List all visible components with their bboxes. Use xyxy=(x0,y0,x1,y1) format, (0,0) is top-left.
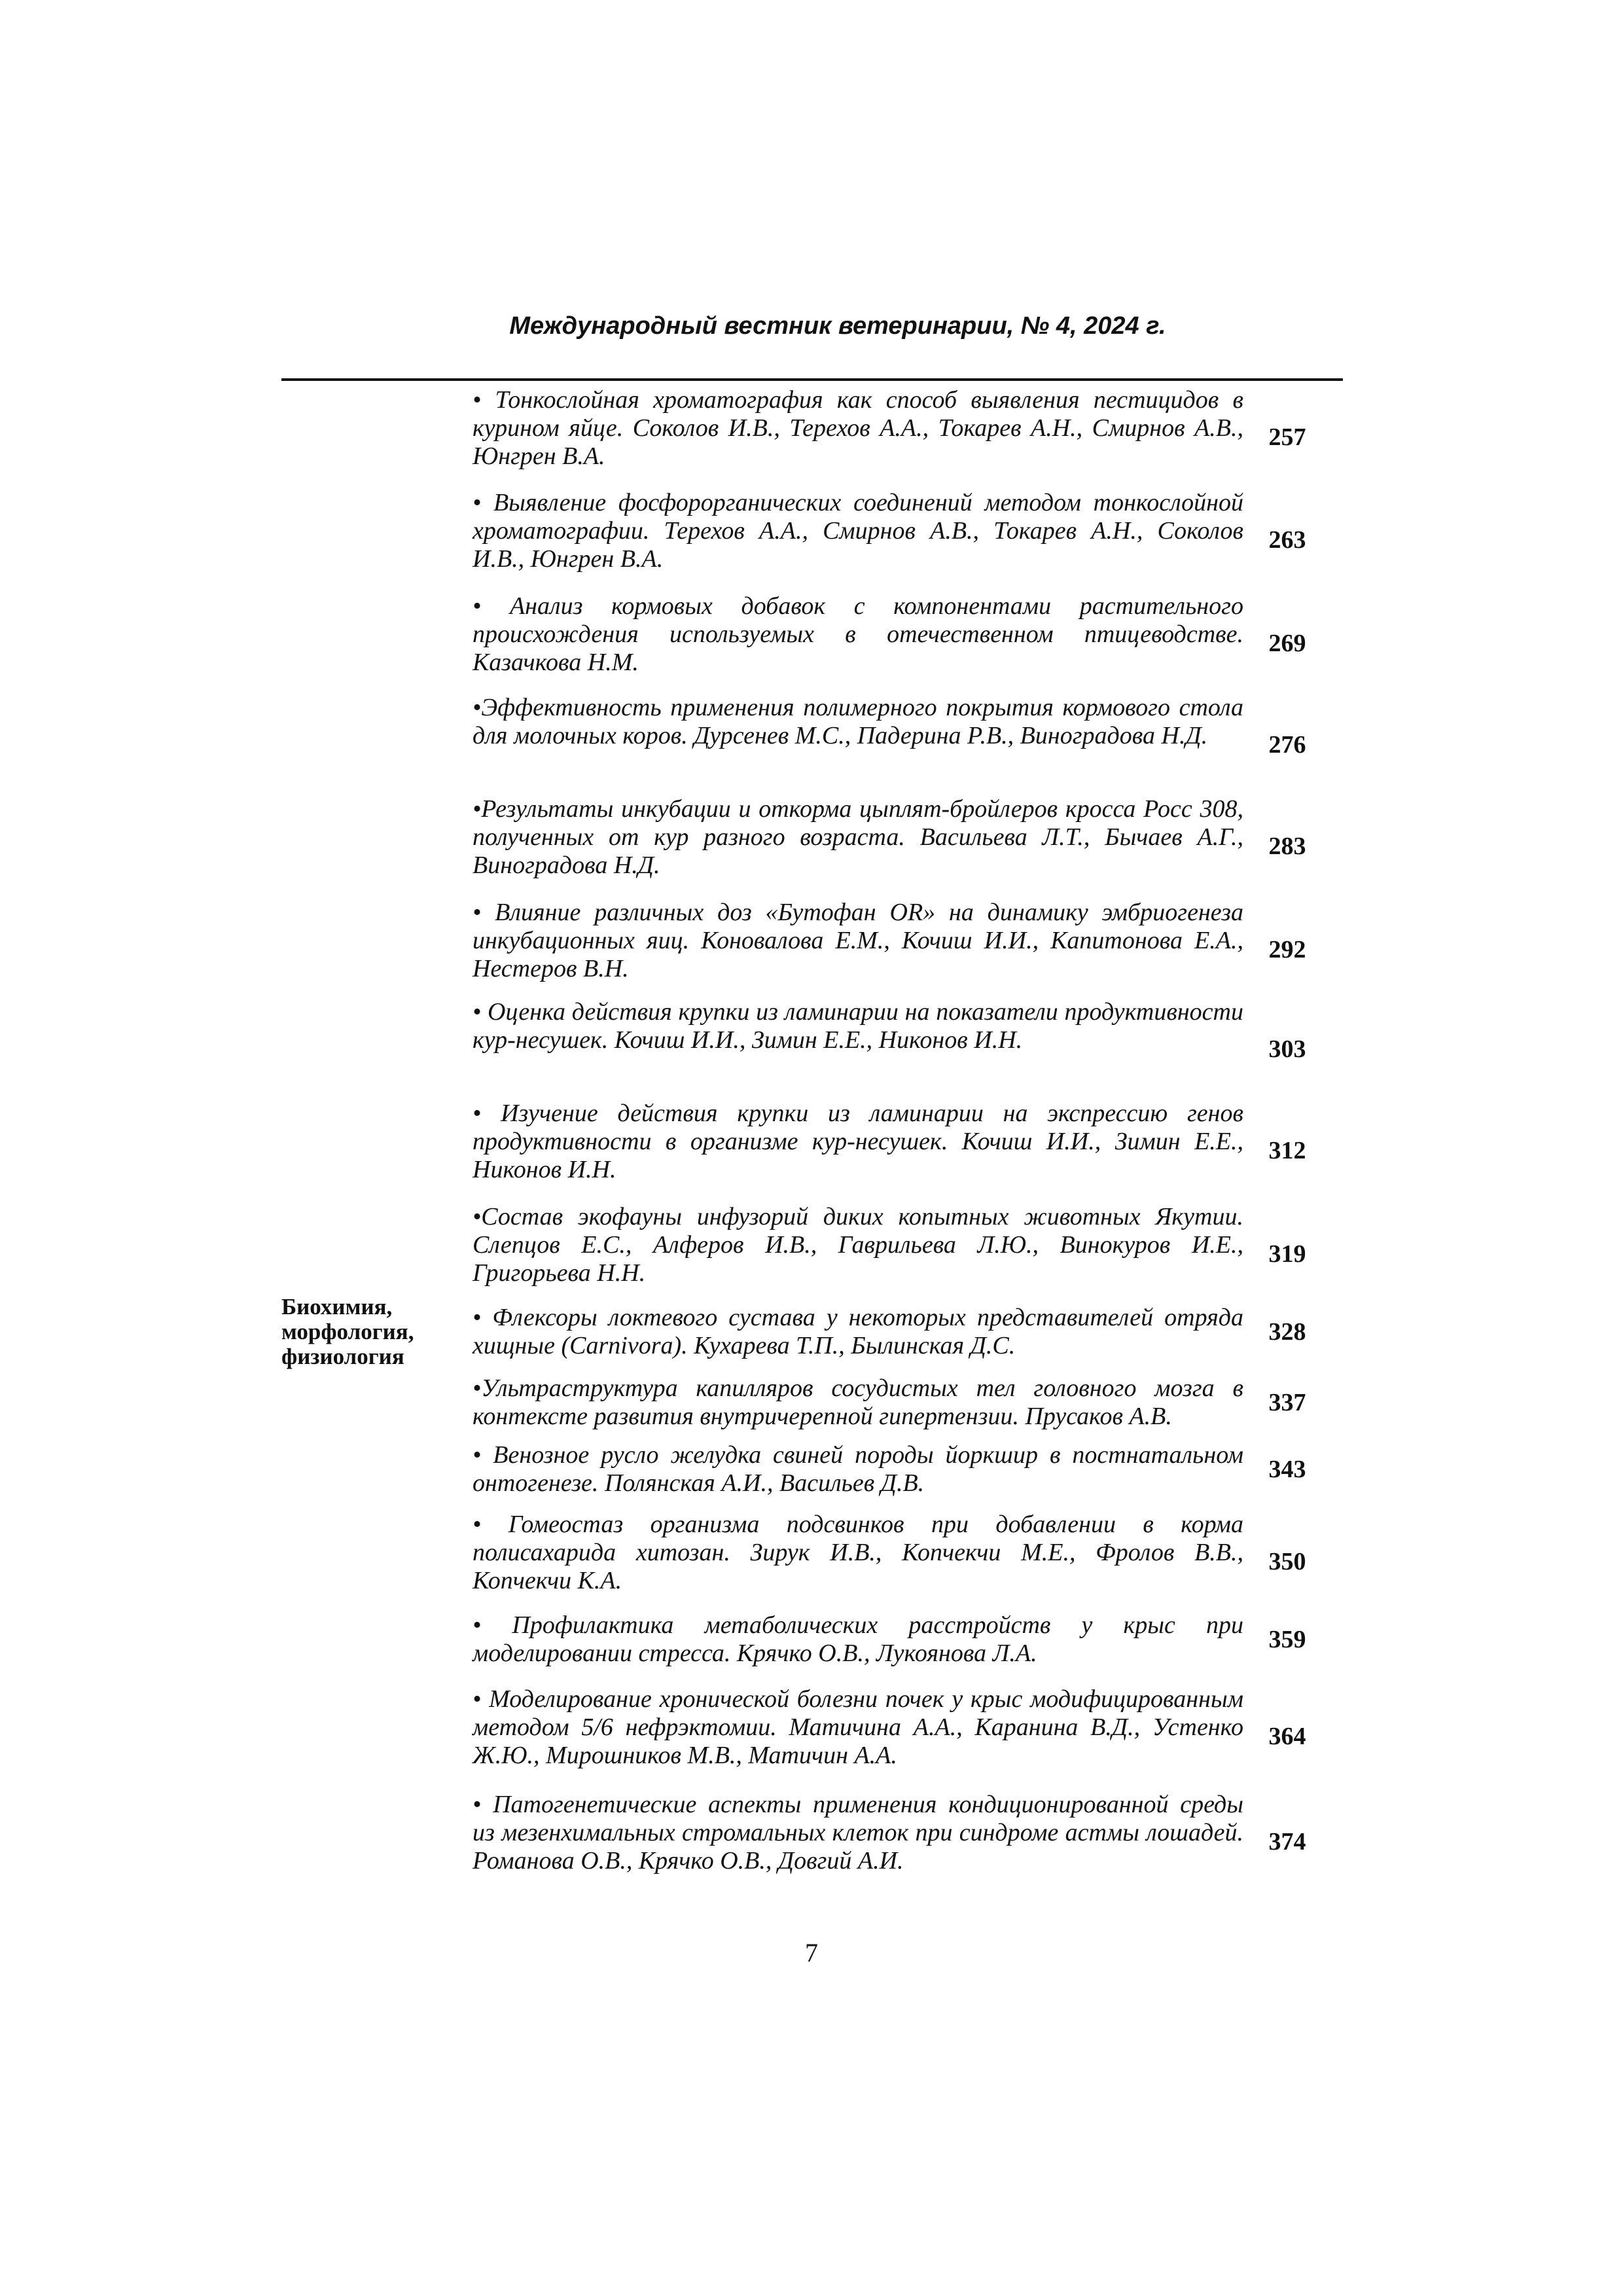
toc-entry-title: • Тонкослойная хроматография как способ выявления пестицидов в курином яйце. Соколов И.В., Терехов А.А., Токарев А.Н., Смирнов А.В., Юнгрен В.А. xyxy=(473,386,1243,470)
toc-entry-title: •Результаты инкубации и откорма цыплят-бройлеров кросса Росс 308, полученных от кур разного возраста. Васильева Л.Т., Бычаев А.Г., Виноградова Н.Д. xyxy=(473,795,1243,879)
toc-entry-title: • Анализ кормовых добавок с компонентами растительного происхождения используемых в отечественном птицеводстве. Казачкова Н.М. xyxy=(473,592,1243,676)
toc-entry-page: 374 xyxy=(1268,1828,1306,1856)
page-number: 7 xyxy=(805,1938,818,1967)
toc-entry-page: 283 xyxy=(1268,833,1306,860)
toc-entry-title: • Моделирование хронической болезни почек у крыс модифицированным методом 5/6 нефрэктомии. Матичина А.А., Каранина В.Д., Устенко Ж.Ю., Мирошников М.В., Матичин А.А. xyxy=(473,1685,1243,1769)
toc-entry-title: •Состав экофауны инфузорий диких копытных животных Якутии. Слепцов Е.С., Алферов И.В., Гаврильева Л.Ю., Винокуров И.Е., Григорьева Н.Н. xyxy=(473,1203,1243,1287)
toc-entry-page: 312 xyxy=(1268,1137,1306,1164)
toc-entry-page: 276 xyxy=(1268,731,1306,759)
toc-entry-title: • Венозное русло желудка свиней породы йоркшир в постнатальном онтогенезе. Полянская А.И., Васильев Д.В. xyxy=(473,1441,1243,1497)
toc-entry-page: 263 xyxy=(1268,526,1306,554)
toc-entry-title: •Эффективность применения полимерного покрытия кормового стола для молочных коров. Дурсенев М.С., Падерина Р.В., Виноградова Н.Д. xyxy=(473,694,1243,749)
toc-entry-page: 269 xyxy=(1268,630,1306,657)
toc-entry-page: 292 xyxy=(1268,936,1306,963)
toc-entry-page: 350 xyxy=(1268,1548,1306,1575)
toc-entry-page: 364 xyxy=(1268,1723,1306,1750)
toc-entry-title: • Патогенетические аспекты применения кондиционированной среды из мезенхимальных стромальных клеток при синдроме астмы лошадей. Романова О.В., Крячко О.В., Довгий А.И. xyxy=(473,1791,1243,1874)
toc-entry-title: • Флексоры локтевого сустава у некоторых представителей отряда хищные (Carnivora). Кухарева Т.П., Былинская Д.С. xyxy=(473,1304,1243,1359)
toc-entry-title: • Изучение действия крупки из ламинарии на экспрессию генов продуктивности в организме кур-несушек. Кочиш И.И., Зимин Е.Е., Никонов И.Н. xyxy=(473,1100,1243,1183)
toc-entry-title: • Выявление фосфорорганических соединений методом тонкослойной хроматографии. Терехов А.А., Смирнов А.В., Токарев А.Н., Соколов И.В., Юнгрен В.А. xyxy=(473,489,1243,573)
toc-entry-page: 337 xyxy=(1268,1389,1306,1416)
toc-entry-page: 359 xyxy=(1268,1626,1306,1653)
toc-entry-page: 319 xyxy=(1268,1240,1306,1268)
toc-entry-title: • Профилактика метаболических расстройств у крыс при моделировании стресса. Крячко О.В., Лукоянова Л.А. xyxy=(473,1611,1243,1667)
toc-entry-page: 343 xyxy=(1268,1456,1306,1483)
header-rule xyxy=(281,378,1343,381)
toc-entry-title: • Гомеостаз организма подсвинков при добавлении в корма полисахарида хитозан. Зирук И.В., Копчекчи М.Е., Фролов В.В., Копчекчи К.А. xyxy=(473,1511,1243,1594)
toc-entry-page: 303 xyxy=(1268,1035,1306,1063)
toc-entry-title: • Влияние различных доз «Бутофан OR» на динамику эмбриогенеза инкубационных яиц. Коновалова Е.М., Кочиш И.И., Капитонова Е.А., Нестеров В.Н. xyxy=(473,899,1243,982)
journal-header: Международный вестник ветеринарии, № 4, 2024 г. xyxy=(509,312,1166,340)
section-label: Биохимия, морфология, физиология xyxy=(281,1294,414,1369)
toc-entry-title: • Оценка действия крупки из ламинарии на показатели продуктивности кур-несушек. Кочиш И.И., Зимин Е.Е., Никонов И.Н. xyxy=(473,998,1243,1054)
toc-entry-page: 328 xyxy=(1268,1318,1306,1346)
toc-entry-page: 257 xyxy=(1268,423,1306,451)
toc-entry-title: •Ультраструктура капилляров сосудистых тел головного мозга в контексте развития внутричерепной гипертензии. Прусаков А.В. xyxy=(473,1374,1243,1430)
